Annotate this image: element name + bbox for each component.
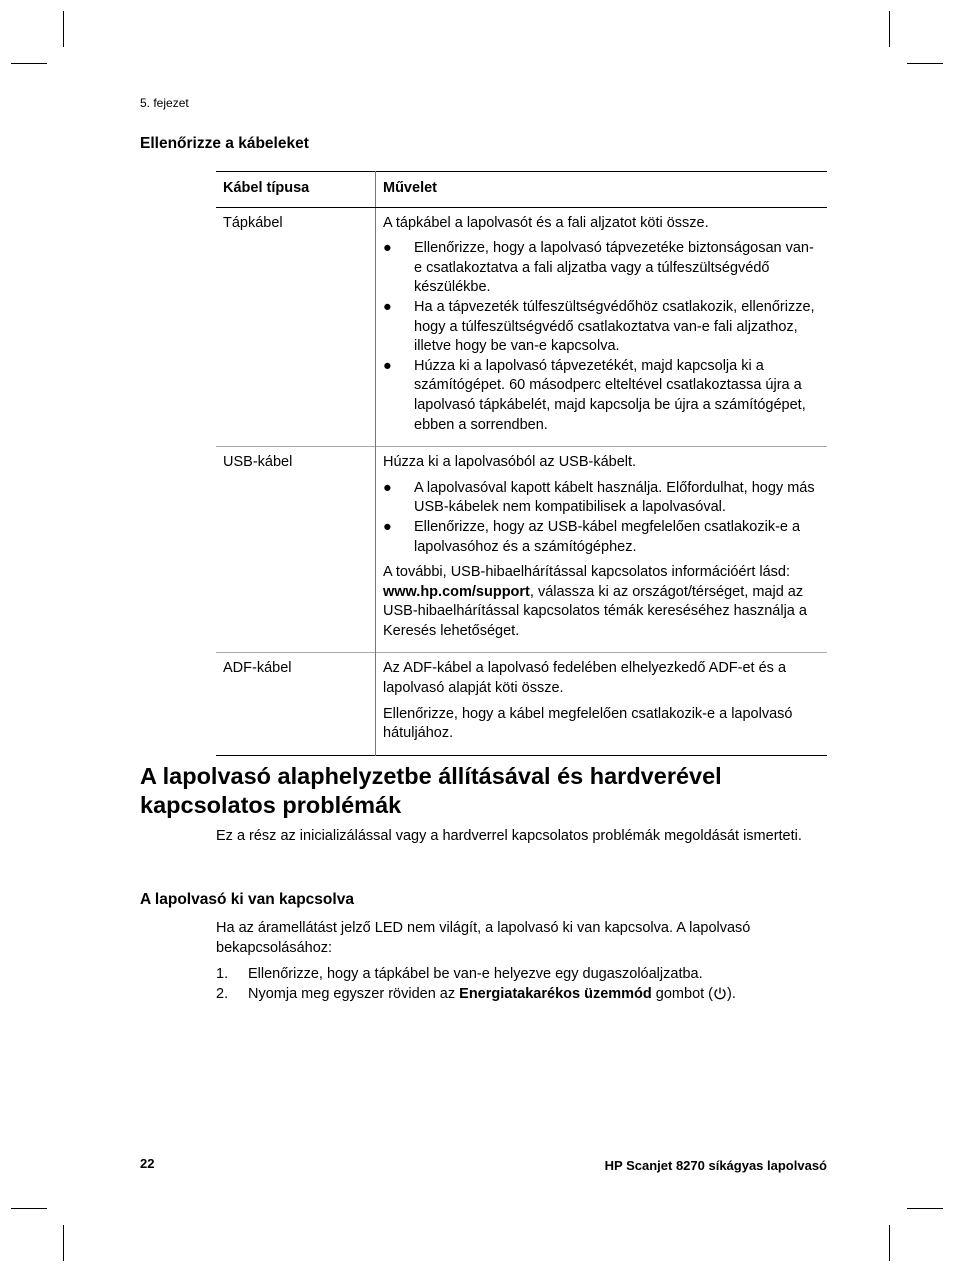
table-row [216,207,827,447]
column-header-action: Művelet [376,172,828,208]
hardware-heading: A lapolvasó alaphelyzetbe állításával és hardverével kapcsolatos problémák [140,763,722,818]
list-item [216,965,736,985]
crop-mark [889,11,890,47]
step-text: Ellenőrizze, hogy a tápkábel be van-e helyezve egy dugaszolóaljzatba. [248,966,703,982]
cable-action [376,207,828,447]
crop-mark [11,1208,47,1209]
list-item-text: Ellenőrizze, hogy az USB-kábel megfelelően csatlakozik-e a lapolvasóhoz és a számítógéphez. [414,518,801,555]
scanner-off-heading: A lapolvasó ki van kapcsolva [140,891,354,908]
crop-mark [63,1225,64,1261]
cable-action [376,653,828,755]
bullet-icon: ● [383,479,392,496]
crop-mark [889,1225,890,1261]
cable-type: Tápkábel [216,207,376,447]
product-title: HP Scanjet 8270 síkágyas lapolvasó [604,1158,827,1173]
step-text: gombot ( [651,985,714,1002]
cable-action [376,447,828,653]
bullet-list [383,239,819,435]
table-row [216,447,827,653]
crop-mark [63,11,64,47]
cables-heading: Ellenőrizze a kábeleket [140,135,309,152]
scanner-off-intro: Ha az áramellátást jelző LED nem világít, a lapolvasó ki van kapcsolva. A lapolvasó bekapcsolásához: [216,920,751,956]
power-save-button-label: Energiatakarékos üzemmód [459,985,652,1002]
list-item [216,985,736,1005]
action-paragraph: Ellenőrizze, hogy a kábel megfelelően csatlakozik-e a lapolvasó hátuljához. [383,705,793,742]
bullet-icon: ● [383,298,392,315]
step-text: Nyomja meg egyszer röviden az [248,985,460,1002]
bullet-list [383,479,819,557]
table-header-row [216,172,827,208]
step-text: ). [727,985,736,1002]
step-number: 1. [216,966,229,982]
bullet-icon: ● [383,518,392,535]
step-number: 2. [216,985,229,1002]
list-item [383,518,819,557]
cable-type: ADF-kábel [216,653,376,755]
cable-type: USB-kábel [216,447,376,653]
note-text: , válassza ki az országot/térséget, majd az USB-hibaelhárítással kapcsolatos témák kereséséhez használja a Keresés lehetőséget. [383,583,807,639]
support-link[interactable]: www.hp.com/support [383,583,530,600]
crop-mark [11,63,47,64]
list-item [383,357,819,435]
action-intro: A tápkábel a lapolvasót és a fali aljzatot köti össze. [383,214,709,231]
cables-table [216,171,827,756]
list-item-text: Húzza ki a lapolvasó tápvezetékét, majd kapcsolja ki a számítógépet. 60 másodperc elteltével csatlakoztassa újra a lapolvasó tápkábelét, majd kapcsolja be újra a számítógépet, ebben a sorrendben. [414,357,806,433]
list-item [383,479,819,518]
hardware-intro: Ez a rész az inicializálással vagy a hardverrel kapcsolatos problémák megoldását ismerteti. [216,828,802,844]
note-text: A további, USB-hibaelhárítással kapcsolatos információért lásd: [383,564,791,581]
bullet-icon: ● [383,357,392,374]
power-icon [713,986,727,1000]
crop-mark [907,1208,943,1209]
page-number: 22 [140,1156,155,1171]
list-item-text: Ha a tápvezeték túlfeszültségvédőhöz csatlakozik, ellenőrizze, hogy a túlfeszültségvédő csatlakoztatva van-e fali aljzathoz, illetve hogy be van-e kapcsolva. [414,298,815,355]
list-item [383,239,819,298]
action-intro: Húzza ki a lapolvasóból az USB-kábelt. [383,454,637,471]
list-item-text: A lapolvasóval kapott kábelt használja. Előfordulhat, hogy más USB-kábelek nem kompatibilisek a lapolvasóval. [414,479,815,516]
list-item [383,298,819,357]
chapter-label: 5. fejezet [140,96,189,110]
bullet-icon: ● [383,240,392,257]
steps-list [216,965,736,1004]
column-header-type: Kábel típusa [216,172,376,208]
list-item-text: Ellenőrizze, hogy a lapolvasó tápvezetéke biztonságosan van-e csatlakoztatva a fali aljzatba vagy a túlfeszültségvédő készülékbe. [414,240,814,296]
table-row [216,653,827,755]
crop-mark [907,63,943,64]
usb-support-note [383,563,819,641]
action-paragraph: Az ADF-kábel a lapolvasó fedelében elhelyezkedő ADF-et és a lapolvasó alapját köti össze. [383,660,787,697]
